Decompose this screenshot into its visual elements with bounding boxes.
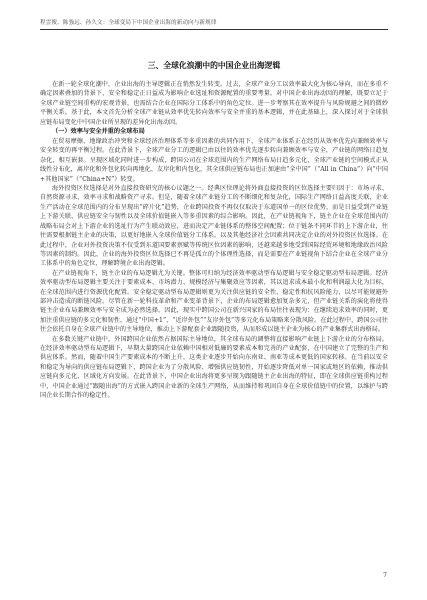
subsection-heading: （一）效率与安全并重的全球布局 — [52, 128, 145, 136]
paragraph-chain-leader: 在产业链视角下，链主企业的布局逻辑尤为关键。整体可归纳为经济效率驱动型布局逻辑与安全稳定驱动型布局逻辑。经济效率驱动型布局逻辑主要关注于要素成本、市场潜力、规模经济与集聚效应等因素，其以追求成本最小化和利润最大化为目标，在全球范围内进行资源优化配置。安全稳定驱动型布局逻辑则更为关注供应链的安全性、稳定性和抗风险能力，以尽可能规避外部冲击造成的断链风险。尽管在新一轮科技革命和产业变革背景下，企业的布局逻辑愈加复杂多元，但产业链关系的演化将使得链主企业布局兼顾效率与安全成为必然选择。因此，现实中跨国公司在新兴国家的布局往往表现为：在继续追求效率的同时，更加注重供应链的多元化和韧性，通过“中国+1”、“近岸外包”“友岸外包”等多元化布局策略来分散风险。在此过程中，跨国公司往往会依托自身在全球产业链中的主导地位，推动上下游配套企业跟随投资，从而形成以链主企业为核心的产业集群式出海格局。 — [40, 269, 388, 334]
header-rule — [40, 29, 388, 30]
paragraph-location-choice: 海外投资区位选择是对外直接投资研究的核心议题之一。经典区位理论将外商直接投资的区位选择主要归因于：市场寻求、自然资源寻求、效率寻求和战略资产寻求。但是，随着全球产业链分工的不断细化和复杂化，国际生产网络日益高度关联，企业生产活动在全球范围内的分布呈现出“碎片化”趋势，企业跨国投资不再仅仅取决于东道国单一的区位优势，而是日益受到产业链上下游关联、供应链安全与韧性以及全球价值链嵌入等多重因素的综合影响。因此，在产业链视角下，链主企业在全球范围内的战略布局会对上下游企业的选址行为产生联动效应，进而决定产业链体系的整体空间配置；位于链条不同环节的上下游企业，往往需要根据链主企业的决策，以更好地嵌入全球价值链分工体系。以及其他经济社会因素共同决定企业的对外投资区位选择。在此过程中，企业对外投资决策不仅受到东道国要素禀赋等传统区位因素的影响，还越来越多地受到国际经贸环境和地缘政治风险等因素的制约。因此，企业的海外投资区位选择已不再是孤立的个体理性选择，而是需要在产业链视角下结合企业在全球产业分工体系中的角色定位，理解跨境企业出海逻辑。 — [40, 185, 388, 268]
body-text — [40, 80, 388, 400]
page-number: 7 — [383, 572, 387, 579]
section-title: 三、全球化浪潮中的中国企业出海逻辑 — [147, 61, 281, 70]
paragraph-multinational: 在多数关键产业链中，外国跨国企业依然占据国际主导地位，其全球布局的调整将直接影响产业链上下游企业的分布格局。在经济效率驱动型布局逻辑下，早期大量跨国企业依赖中国相对低廉的要素成本和完善的产业配套，在中国建立了完整的生产和供应体系。然而，随着中国生产要素成本的不断上升，这类企业逐步开始向东南亚、南亚等成本更低的国家转移。在当前以安全和稳定为导向的供应链布局逻辑下，跨国企业为了分散风险、增强供应链韧性，开始逐步降低对单一国家或地区的依赖，推动供应链向多元化、区域化方向发展。在此背景下，中国企业出海将更多呈现为跟随链主企业出海的特征，即在全球供应链重构过程中，中国企业通过“跟随出海”的方式嵌入跨国企业新的全球生产网络，从而维持和巩固自身在全球价值链中的位置，以维护与跨国企业长期合作的稳定性。 — [40, 335, 388, 399]
running-header: 程雲俊、陈強远、孙久文：全球变局下中国企业出海的新动向与新规律 — [40, 20, 217, 26]
paragraph-rebalance: 在贸易摩擦、地缘政治冲突和全球经济治理体系等多重因素的共同作用下，全球产业体系正在经历从效率优先向兼顾效率与安全转变的再平衡过程。在此背景下，全球产业分工的逻辑已由以往的效率优先逐步转向兼顾效率与安全，产业链的网络日趋复杂化，相互嵌套。呈现区域化同时进一步构成，跨国公司在全球范围内的生产网络布局日趋多元化，全球产业链的空间模式正从线性分布化，离岸化和外包化转向再地化、友岸化和内包化，其全球供应链布局也正加速由“全中国”（“All in China”）向“中国+其他国家”（“China+N”）转变。 — [40, 138, 388, 183]
paragraph-intro: 在新一轮全球化潮中，企业出海的主导逻辑正在悄然发生转变。过去，全球产业分工以效率最大化为核心导向，而在多重不确定因素叠加的背景下，安全和稳定正日益成为影响企业选址和资源配置的重要考量。对中国企业出海动因的理解，既要立足于全球产业链空间重构的宏观背景，也需结合企业在国际分工体系中的角色定位。进一步考察其在效率提升与风险规避之间的微妙平衡关系。基于此，本文首先分析全球产业链从效率优先转向效率与安全并重的基本逻辑，并在此基础上，深入探讨对于全球供应链布局变化中中国企业所呈现的差异化出海动因。 — [40, 81, 388, 126]
